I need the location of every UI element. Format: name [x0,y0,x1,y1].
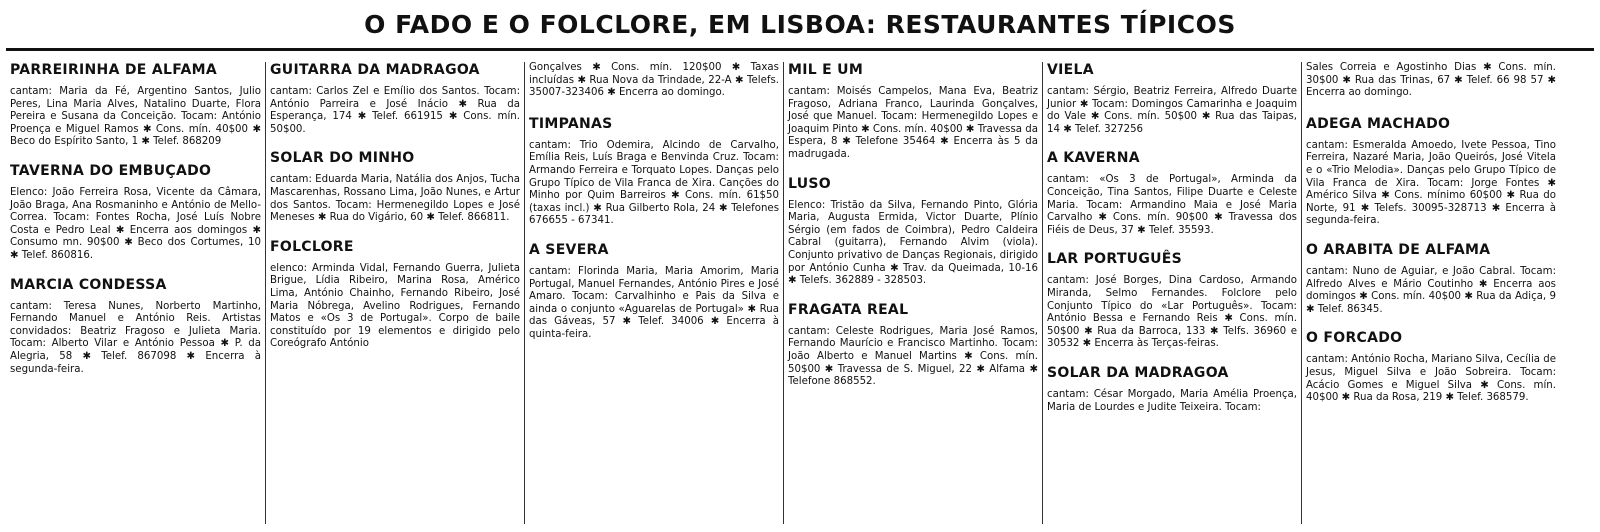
restaurant-name: O ARABITA DE ALFAMA [1306,241,1491,258]
restaurant-entry [1047,365,1297,414]
restaurant-details: cantam: Esmeralda Amoedo, Ivete Pessoa, Tino Ferreira, Nazaré Maria, João Queirós, José Vitela e o «Trio Melodia». Danças pelo Grupo Típico de Vila Franca de Xira. Tocam: Jorge Fontes ✱ Américo Silva ✱ Cons. mínimo 60$00 ✱ Rua do Norte, 91 ✱ Telefs. 30095-328713 ✱ Encerra à segunda-feira. [1306,139,1556,227]
restaurant-details: cantam: José Borges, Dina Cardoso, Armando Miranda, Selmo Fernandes. Folclore pelo Conjunto Típico do «Lar Português». Tocam: António Bessa e Fernando Reis ✱ Cons. mín. 50$00 ✱ Rua da Barroca, 133 ✱ Telfs. 36960 e 30532 ✱ Encerra às Terças-feiras. [1047,275,1297,350]
restaurant-name: O FORCADO [1306,330,1403,347]
restaurant-name: FRAGATA REAL [788,301,909,318]
restaurant-details: Elenco: João Ferreira Rosa, Vicente da Câmara, João Braga, Ana Rosmaninho e António de Mello-Correa. Tocam: Fontes Rocha, José Luís Nobre Costa e Pedro Leal ✱ Encerra aos domingos ✱ Consumo mn. 90$00 ✱ Beco dos Cortumes, 10 ✱ Telef. 860816. [10,186,261,261]
restaurant-entry [1047,251,1297,351]
column-4 [783,62,1042,524]
restaurant-name: LUSO [788,175,831,192]
restaurant-entry [529,62,779,100]
restaurant-entry [788,62,1038,162]
restaurant-details: cantam: Celeste Rodrigues, Maria José Ramos, Fernando Maurício e Francisco Martinho. Tocam: João Alberto e Manuel Martins ✱ Cons. mín. 50$00 ✱ Travessa de S. Miguel, 22 ✱ Alfama ✱ Telefone 868552. [788,325,1038,388]
restaurant-details: cantam: Teresa Nunes, Norberto Martinho, Fernando Manuel e António Reis. Artistas convidados: Beatriz Fragoso e Julieta Maria. Tocam: Alberto Vilar e António Pessoa ✱ P. da Alegria, 58 ✱ Telef. 867098 ✱ Encerra à segunda-feira. [10,300,261,375]
restaurant-entry [788,302,1038,389]
column-1 [6,62,265,524]
restaurant-details: Elenco: Tristão da Silva, Fernando Pinto, Glória Maria, Augusta Ermida, Victor Duarte, Plínio Sérgio (em fados de Coimbra), Pedro Caldeira Cabral (guitarra), Fernando Alvim (viola). Conjunto privativo de Danças Regionais, dirigido por António Cunha ✱ Trav. da Queimada, 10-16 ✱ Telefs. 362889 - 328503. [788,199,1038,287]
restaurant-name: TAVERNA DO EMBUÇADO [10,162,212,179]
restaurant-name: SOLAR DA MADRAGOA [1047,364,1229,381]
column-5 [1042,62,1301,524]
restaurant-name: PARREIRINHA DE ALFAMA [10,62,217,78]
headline-rule [6,48,1594,51]
restaurant-details: cantam: Nuno de Aguiar, e João Cabral. Tocam: Alfredo Alves e Mário Coutinho ✱ Encerra aos domingos ✱ Cons. mín. 40$00 ✱ Rua da Adiça, 9 ✱ Telef. 86345. [1306,265,1556,315]
restaurant-details: cantam: César Morgado, Maria Amélia Proença, Maria de Lourdes e Judite Teixeira. Tocam: [1047,388,1297,413]
restaurant-name: SOLAR DO MINHO [270,150,415,167]
restaurant-name: A SEVERA [529,241,609,258]
column-2 [265,62,524,524]
restaurant-entry [270,150,520,224]
column-6 [1301,62,1560,524]
restaurant-entry [10,62,261,149]
restaurant-name: GUITARRA DA MADRAGOA [270,62,480,78]
restaurant-entry [788,176,1038,288]
column-3 [524,62,783,524]
restaurant-details: cantam: Maria da Fé, Argentino Santos, Julio Peres, Lina Maria Alves, Natalino Duarte, Flora Pereira e Susana da Conceição. Tocam: António Proença e Miguel Ramos ✱ Cons. mín. 40$00 ✱ Beco do Espírito Santo, 1 ✱ Telef. 868209 [10,86,261,148]
restaurant-details: Gonçalves ✱ Cons. mín. 120$00 ✱ Taxas incluídas ✱ Rua Nova da Trindade, 22-A ✱ Telefs. 35007-323406 ✱ Encerra ao domingo. [529,62,779,99]
restaurant-details: cantam: Trio Odemira, Alcindo de Carvalho, Emília Reis, Luís Braga e Benvinda Cruz. Tocam: Armando Ferreira e Torquato Lopes. Danças pelo Grupo Típico de Vila Franca de Xira. Canções do Minho por Quim Barreiros ✱ Cons. mín. 61$50 (taxas incl.) ✱ Rua Gilberto Rola, 24 ✱ Telefones 676655 - 67341. [529,139,779,227]
restaurant-details: Sales Correia e Agostinho Dias ✱ Cons. mín. 30$00 ✱ Rua das Trinas, 67 ✱ Telef. 66 98 57 ✱ Encerra ao domingo. [1306,62,1556,99]
restaurant-name: LAR PORTUGUÊS [1047,251,1183,268]
columns-container [6,62,1596,524]
restaurant-entry [1306,330,1556,404]
page-headline: O FADO E O FOLCLORE, EM LISBOA: RESTAURANTES TÍPICOS [364,10,1236,39]
restaurant-entry [529,116,779,228]
restaurant-entry [1047,62,1297,136]
restaurant-entry [1306,116,1556,228]
restaurant-details: cantam: Sérgio, Beatriz Ferreira, Alfredo Duarte Junior ✱ Tocam: Domingos Camarinha e Joaquim do Vale ✱ Cons. mín. 50$00 ✱ Rua das Taipas, 14 ✱ Telef. 327256 [1047,86,1297,135]
restaurant-details: cantam: «Os 3 de Portugal», Arminda da Conceição, Tina Santos, Filipe Duarte e Celeste Maria. Tocam: Armandino Maia e José Maria Carvalho ✱ Cons. mín. 90$00 ✱ Travessa dos Fiéis de Deus, 37 ✱ Telef. 35593. [1047,174,1297,236]
restaurant-entry [10,163,261,263]
restaurant-name: TIMPANAS [529,115,613,132]
restaurant-details: cantam: António Rocha, Mariano Silva, Cecília de Jesus, Miguel Silva e João Sobreira. Tocam: Acácio Gomes e Miguel Silva ✱ Cons. mín. 40$00 ✱ Rua da Rosa, 219 ✱ Telef. 368579. [1306,354,1556,404]
restaurant-details: cantam: Carlos Zel e Emílio dos Santos. Tocam: António Parreira e José Inácio ✱ Rua da Esperança, 174 ✱ Telef. 661915 ✱ Cons. mín. 50$00. [270,86,520,135]
restaurant-details: cantam: Moisés Campelos, Mana Eva, Beatriz Fragoso, Adriana Franco, Laurinda Gonçalves, José que Manuel. Tocam: Hermenegildo Lopes e Joaquim Pinto ✱ Cons. mín. 40$00 ✱ Travessa da Espera, 8 ✱ Telefone 35464 ✱ Encerra às 5 da madrugada. [788,86,1038,160]
restaurant-entry [529,242,779,342]
restaurant-details: cantam: Eduarda Maria, Natália dos Anjos, Tucha Mascarenhas, Rossano Lima, João Nunes, e Artur dos Santos. Tocam: Hermenegildo Lopes e José Meneses ✱ Rua do Vigário, 60 ✱ Telef. 866811. [270,174,520,224]
restaurant-details: cantam: Florinda Maria, Maria Amorim, Maria Portugal, Manuel Fernandes, António Pires e José Amaro. Tocam: Carvalhinho e Pais da Silva e ainda o conjunto «Aguarelas de Portugal» ✱ Rua das Gáveas, 57 ✱ Telef. 34006 ✱ Encerra à quinta-feira. [529,265,779,340]
restaurant-name: VIELA [1047,62,1094,78]
restaurant-entry [270,62,520,136]
restaurant-details: elenco: Arminda Vidal, Fernando Guerra, Julieta Brigue, Lídia Ribeiro, Marina Rosa, Américo Lima, António Chainho, Fernando Ribeiro, José Maria Nóbrega, Avelino Rodrigues, Fernando Matos e «Os 3 de Portugal». Corpo de baile constituído por 19 elementos e dirigido pelo Coreógrafo António [270,262,520,350]
restaurant-name: MARCIA CONDESSA [10,276,167,293]
restaurant-name: MIL E UM [788,62,864,78]
restaurant-name: A KAVERNA [1047,150,1140,167]
restaurant-name: ADEGA MACHADO [1306,115,1451,132]
restaurant-entry [1047,150,1297,237]
restaurant-name: FOLCLORE [270,238,354,255]
restaurant-entry [1306,242,1556,316]
restaurant-entry [10,277,261,377]
restaurant-entry [1306,62,1556,100]
restaurant-entry [270,239,520,351]
